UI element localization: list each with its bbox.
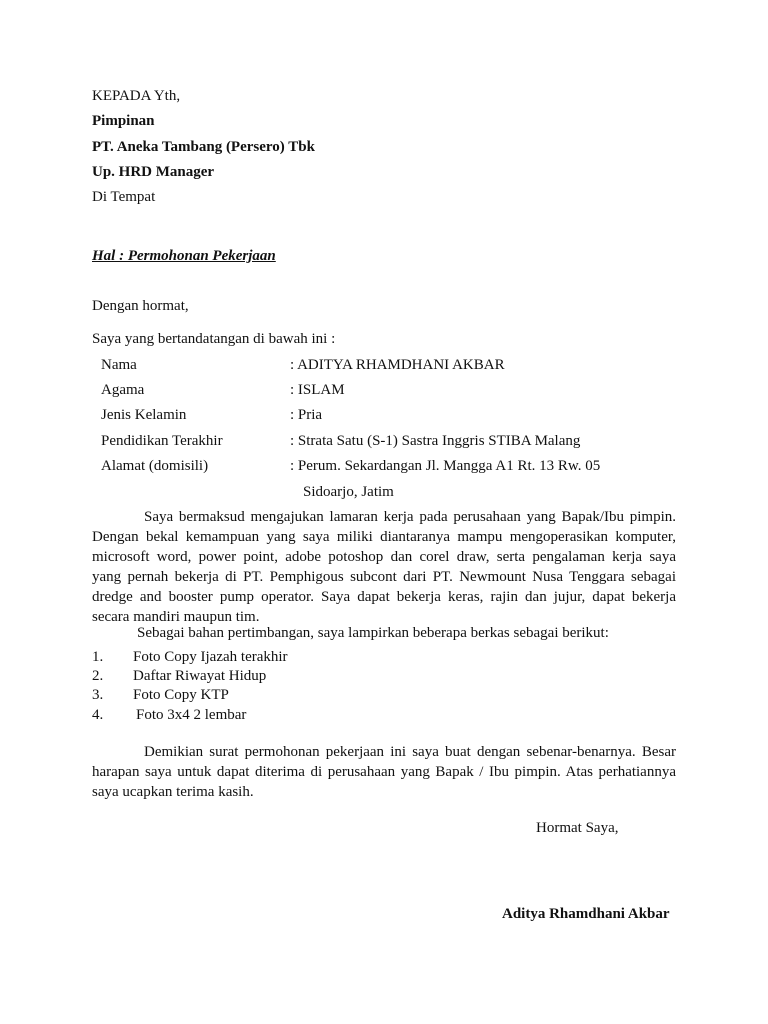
detail-value-address: : Perum. Sekardangan Jl. Mangga A1 Rt. 13 Rw. 05	[290, 458, 601, 474]
body-line: yang pernah bekerja di PT. Pemphigous subcont dari PT. Newmount Nusa Tenggara sebagai	[92, 569, 676, 585]
detail-value-education: : Strata Satu (S-1) Sastra Inggris STIBA Malang	[290, 433, 581, 449]
closing-line: Demikian surat permohonan pekerjaan ini saya buat dengan sebenar-benarnya. Besar	[144, 744, 676, 760]
recipient-salutation: KEPADA Yth,	[92, 88, 181, 104]
detail-label-name: Nama	[101, 357, 137, 373]
detail-value-gender: : Pria	[290, 407, 323, 423]
attachments-intro: Sebagai bahan pertimbangan, saya lampirkan beberapa berkas sebagai berikut:	[137, 625, 609, 641]
signature-name: Aditya Rhamdhani Akbar	[502, 906, 670, 922]
recipient-company: PT. Aneka Tambang (Persero) Tbk	[92, 139, 315, 155]
detail-label-education: Pendidikan Terakhir	[101, 433, 223, 449]
attachment-number: 1.	[92, 649, 104, 665]
detail-value-religion: : ISLAM	[290, 382, 345, 398]
attachment-item: Foto Copy Ijazah terakhir	[133, 649, 288, 665]
closing-paragraph	[92, 742, 676, 802]
detail-value-name: : ADITYA RHAMDHANI AKBAR	[290, 357, 505, 373]
attachment-item: Foto Copy KTP	[133, 687, 229, 703]
body-line: Dengan bekal kemampuan yang saya miliki diantaranya mampu mengoperasikan komputer,	[92, 529, 676, 545]
body-line: microsoft word, power point, adobe potoshop dan corel draw, serta pengalaman kerja saya	[92, 549, 676, 565]
detail-label-gender: Jenis Kelamin	[101, 407, 187, 423]
greeting: Dengan hormat,	[92, 298, 189, 314]
intro-text: Saya yang bertandatangan di bawah ini :	[92, 331, 336, 347]
recipient-location: Di Tempat	[92, 189, 156, 205]
body-line: dredge and booster pump operator. Saya dapat bekerja keras, rajin dan jujur, dapat bekerja	[92, 589, 676, 605]
attachment-item: Foto 3x4 2 lembar	[136, 707, 247, 723]
body-line: Saya bermaksud mengajukan lamaran kerja pada perusahaan yang Bapak/Ibu pimpin.	[144, 509, 676, 525]
attachment-number: 4.	[92, 707, 104, 723]
closing-line: harapan saya untuk dapat diterima di perusahaan yang Bapak / Ibu pimpin. Atas perhatiannya	[92, 764, 676, 780]
body-paragraph	[92, 507, 676, 627]
recipient-name: Pimpinan	[92, 113, 155, 129]
recipient-attention: Up. HRD Manager	[92, 164, 215, 180]
address-continuation: Sidoarjo, Jatim	[303, 484, 394, 500]
closing-line: saya ucapkan terima kasih.	[92, 784, 254, 800]
letter-subject: Hal : Permohonan Pekerjaan	[92, 248, 276, 264]
detail-label-address: Alamat (domisili)	[101, 458, 209, 474]
attachment-number: 3.	[92, 687, 104, 703]
attachment-number: 2.	[92, 668, 104, 684]
signoff: Hormat Saya,	[536, 820, 619, 836]
body-line: secara mandiri maupun tim.	[92, 609, 260, 625]
detail-label-religion: Agama	[101, 382, 145, 398]
attachment-item: Daftar Riwayat Hidup	[133, 668, 267, 684]
